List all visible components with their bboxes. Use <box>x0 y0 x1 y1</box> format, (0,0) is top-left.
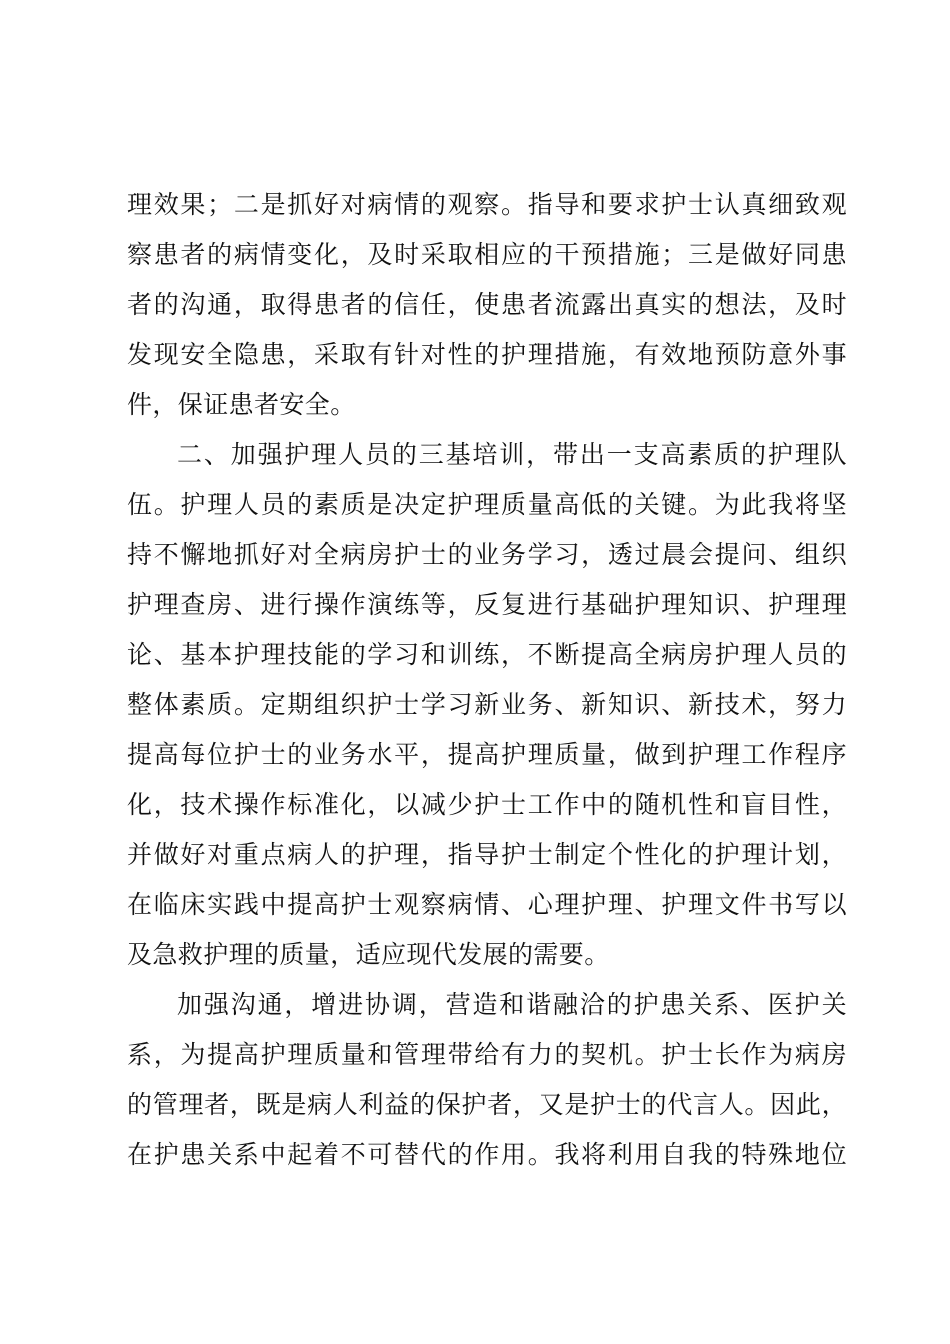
paragraph-2-line-9: 并做好对重点病人的护理，指导护士制定个性化的护理计划， <box>127 840 847 869</box>
paragraph-2-line-3: 持不懈地抓好对全病房护士的业务学习，透过晨会提问、组织 <box>127 540 847 569</box>
paragraph-3-line-2: 系，为提高护理质量和管理带给有力的契机。护士长作为病房 <box>127 1040 847 1069</box>
paragraph-2-line-8: 化，技术操作标准化，以减少护士工作中的随机性和盲目性， <box>127 790 847 819</box>
paragraph-2-line-2: 伍。护理人员的素质是决定护理质量高低的关键。为此我将坚 <box>127 490 847 519</box>
paragraph-1-line-4: 发现安全隐患，采取有针对性的护理措施，有效地预防意外事 <box>127 340 847 369</box>
paragraph-2-line-7: 提高每位护士的业务水平，提高护理质量，做到护理工作程序 <box>127 740 847 769</box>
paragraph-3-line-3: 的管理者，既是病人利益的保护者，又是护士的代言人。因此， <box>127 1090 847 1119</box>
paragraph-3-line-1: 加强沟通，增进协调，营造和谐融洽的护患关系、医护关 <box>177 990 847 1019</box>
paragraph-1-line-2: 察患者的病情变化，及时采取相应的干预措施；三是做好同患 <box>127 240 847 269</box>
paragraph-2-line-5: 论、基本护理技能的学习和训练，不断提高全病房护理人员的 <box>127 640 847 669</box>
paragraph-2-line-10: 在临床实践中提高护士观察病情、心理护理、护理文件书写以 <box>127 890 847 919</box>
paragraph-3-line-4: 在护患关系中起着不可替代的作用。我将利用自我的特殊地位 <box>127 1140 847 1169</box>
paragraph-1-line-5: 件，保证患者安全。 <box>127 390 356 419</box>
paragraph-2-line-1: 二、加强护理人员的三基培训，带出一支高素质的护理队 <box>177 440 847 469</box>
paragraph-2-line-4: 护理查房、进行操作演练等，反复进行基础护理知识、护理理 <box>127 590 847 619</box>
paragraph-1-line-3: 者的沟通，取得患者的信任，使患者流露出真实的想法，及时 <box>127 290 847 319</box>
paragraph-2-line-6: 整体素质。定期组织护士学习新业务、新知识、新技术，努力 <box>127 690 847 719</box>
paragraph-1-line-1: 理效果；二是抓好对病情的观察。指导和要求护士认真细致观 <box>127 190 847 219</box>
paragraph-2-line-11: 及急救护理的质量，适应现代发展的需要。 <box>127 940 610 969</box>
